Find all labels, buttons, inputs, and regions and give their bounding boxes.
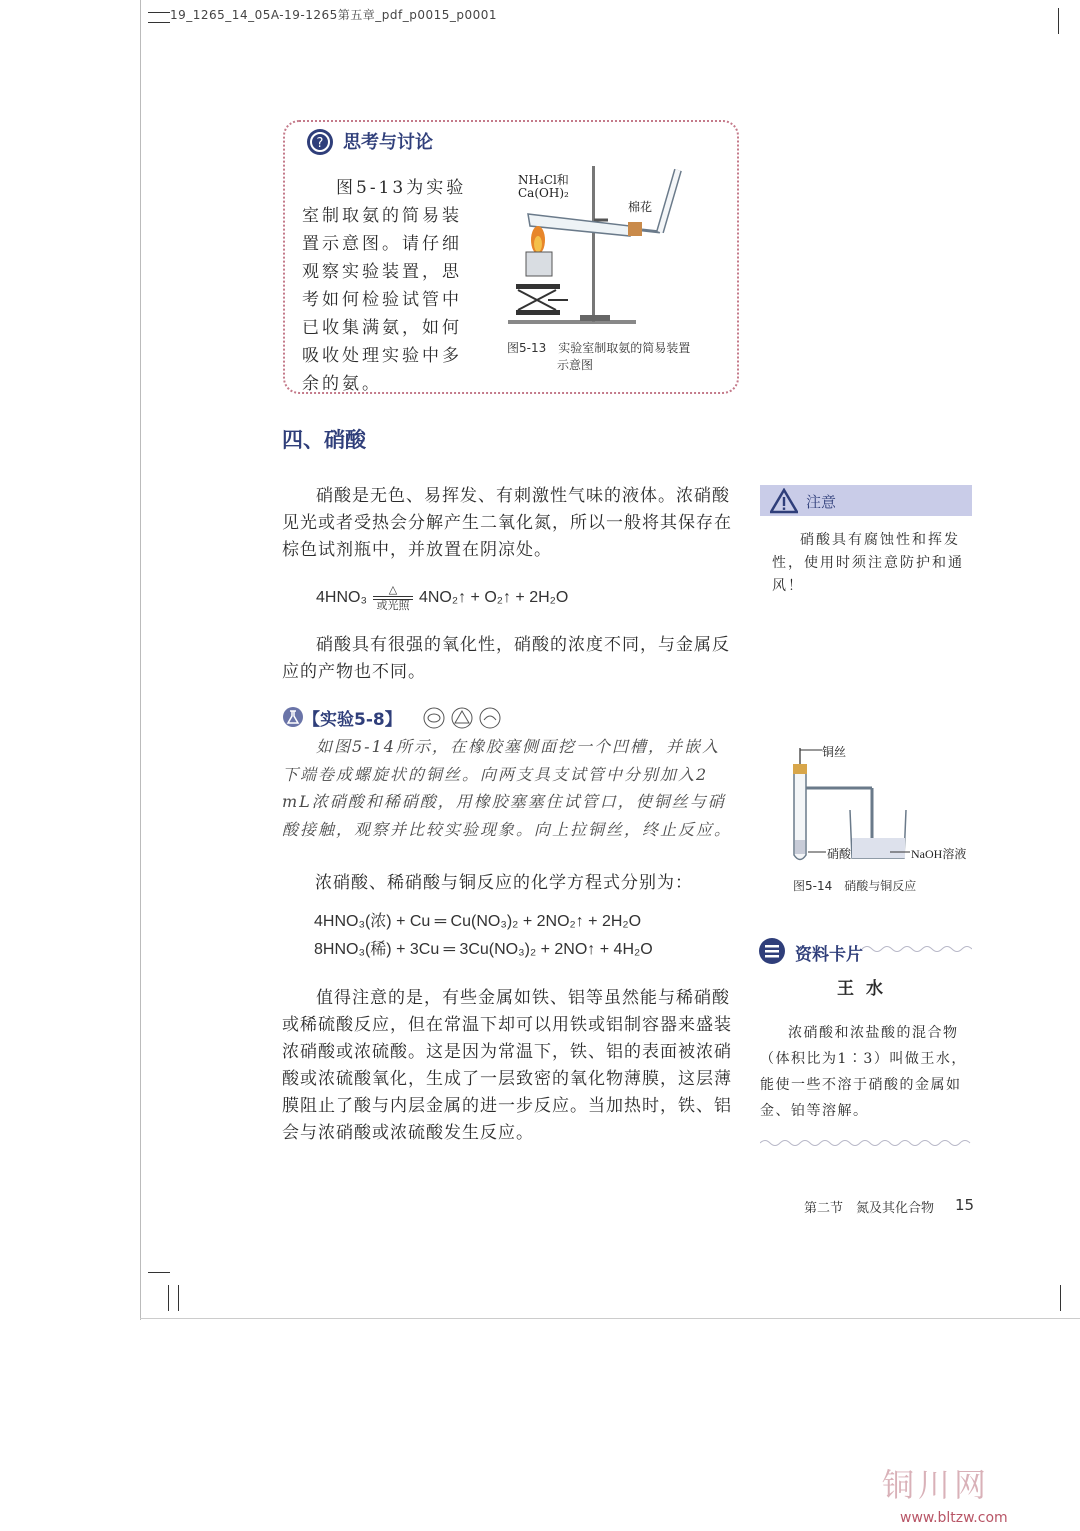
figure-label-reagent: Ca(OH)₂ xyxy=(518,186,569,200)
wavy-divider xyxy=(760,1138,972,1148)
file-header: 19_1265_14_05A-19-1265第五章_pdf_p0015_p0001 xyxy=(170,8,498,22)
figure-label-naoh: NaOH溶液 xyxy=(911,847,967,861)
equation-dilute: 8HNO₃(稀) + 3Cu ═ 3Cu(NO₃)₂ + 2NO↑ + 4H₂O xyxy=(314,941,653,958)
section-heading: 四、硝酸 xyxy=(282,428,366,452)
figure-label-reagent: NH₄Cl和 xyxy=(518,173,569,187)
crop-mark xyxy=(148,12,170,13)
figure-label-copper: 铜丝 xyxy=(822,745,847,759)
crop-mark xyxy=(140,0,141,1320)
safety-icons xyxy=(422,706,506,730)
equation-condition xyxy=(373,584,413,612)
data-card-title: 资料卡片 xyxy=(795,945,863,965)
goggles-icon xyxy=(424,708,444,728)
condition-light: 或光照 xyxy=(376,599,410,612)
corrosive-icon xyxy=(452,708,472,728)
experiment-flask-icon xyxy=(282,706,304,728)
crop-mark xyxy=(1060,1285,1061,1311)
ventilation-icon xyxy=(480,708,500,728)
figure-label-acid: 硝酸 xyxy=(827,847,852,861)
experiment-title: 【实验5-8】 xyxy=(303,710,402,730)
equation-decomposition xyxy=(316,584,568,612)
note-text: 硝酸具有腐蚀性和挥发性，使用时须注意防护和通风！ xyxy=(772,532,964,594)
note-title: 注意 xyxy=(806,493,837,511)
data-card-text: 浓硝酸和浓盐酸的混合物（体积比为1∶3）叫做王水，能使一些不溶于硝酸的金属如金、铂等溶解。 xyxy=(760,1025,967,1119)
crop-mark xyxy=(148,1272,170,1273)
crop-mark xyxy=(168,1285,169,1311)
paragraph: 浓硝酸、稀硝酸与铜反应的化学方程式分别为： xyxy=(315,873,693,893)
data-card-heading: 王水 xyxy=(837,979,895,999)
experiment-text: 如图5-14所示，在橡胶塞侧面挖一个凹槽，并嵌入下端卷成螺旋状的铜丝。向两支具支试管中分别加入2 mL浓硝酸和稀硝酸，用橡胶塞塞住试管口，使铜丝与硝酸接触，观察并比较实验现象。向上拉铜丝，终止反应。 xyxy=(282,737,733,839)
discussion-icon xyxy=(305,127,335,157)
watermark: 铜川网 xyxy=(882,1466,991,1504)
paragraph: 值得注意的是，有些金属如铁、铝等虽然能与稀硝酸或稀硫酸反应，但在常温下却可以用铁或铝制容器来盛装浓硝酸或浓硫酸。这是因为常温下，铁、铝的表面被浓硝酸或浓硫酸氧化，生成了一层致密的氧化物薄膜，这层薄膜阻止了酸与内层金属的进一步反应。当加热时，铁、铝会与浓硝酸或浓硫酸发生反应。 xyxy=(282,988,732,1143)
figure-caption xyxy=(507,340,690,374)
equation-concentrated: 4HNO₃(浓) + Cu ═ Cu(NO₃)₂ + 2NO₂↑ + 2H₂O xyxy=(314,913,642,930)
paragraph: 硝酸是无色、易挥发、有刺激性气味的液体。浓硝酸见光或者受热会分解产生二氧化氮，所以一般将其保存在棕色试剂瓶中，并放置在阴凉处。 xyxy=(282,486,732,560)
figure-caption: 图5-14 硝酸与铜反应 xyxy=(793,879,917,893)
figure-caption-line: 图5-13 实验室制取氨的简易装置 xyxy=(507,341,691,355)
figure-label-cotton: 棉花 xyxy=(628,200,653,214)
equation-right: 4NO₂↑ + O₂↑ + 2H₂O xyxy=(418,589,569,606)
page-number: 15 xyxy=(955,1196,975,1214)
condition-heat: △ xyxy=(388,584,398,596)
crop-mark xyxy=(148,22,170,23)
warning-icon xyxy=(770,488,798,514)
footer-chapter: 第二节 氮及其化合物 xyxy=(804,1201,935,1216)
watermark-url: www.bltzw.com xyxy=(900,1510,1008,1526)
think-box-text: 图5-13为实验室制取氨的简易装置示意图。请仔细观察实验装置，思考如何检验试管中已收集满氨，如何吸收处理实验中多余的氨。 xyxy=(302,178,467,394)
crop-mark xyxy=(140,1318,1080,1319)
data-card-icon xyxy=(758,937,786,965)
figure-caption-line: 示意图 xyxy=(557,358,594,372)
think-box-title: 思考与讨论 xyxy=(343,132,433,153)
crop-mark xyxy=(1058,8,1059,34)
crop-mark xyxy=(178,1285,179,1311)
equation-left: 4HNO₃ xyxy=(316,589,367,606)
wavy-divider xyxy=(862,944,972,954)
paragraph: 硝酸具有很强的氧化性，硝酸的浓度不同，与金属反应的产物也不同。 xyxy=(282,635,730,682)
svg-text:?: ? xyxy=(316,136,324,151)
